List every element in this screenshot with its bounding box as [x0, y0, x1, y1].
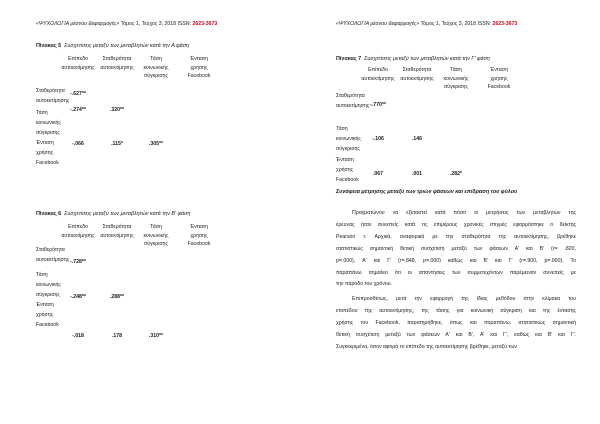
correlation-value: .305** — [148, 141, 164, 147]
table7-title: Συσχετίσεις μεταξύ των μεταβλητών κατά την Γ' φάση — [364, 56, 490, 62]
column-header-line: αυτοεκτίμησης — [100, 232, 134, 239]
row-label-line: αυτοεκτίμησης — [336, 103, 370, 109]
row-label-line: Τάση — [36, 110, 48, 116]
column-header-line: αυτοεκτίμησης — [400, 75, 434, 82]
running-header-right — [336, 21, 517, 27]
paragraph-line: στατιστικώς σημαντική θετική συσχέτιση μεταξύ των φάσεων Α' και Β' (r= .820, — [336, 245, 576, 252]
correlation-value: .310** — [148, 333, 164, 339]
issn-number: 2623-3673 — [492, 21, 518, 27]
row-label-line: χρήσης — [36, 150, 54, 156]
row-label-line: Facebook — [36, 160, 59, 166]
table6-label: Πίνακας 6 — [36, 211, 62, 217]
paragraph-1 — [336, 208, 576, 291]
row-label-line: Facebook — [336, 177, 359, 183]
row-label-line: Ένταση — [36, 140, 54, 146]
table6-title: Συσχετίσεις μεταξύ των μεταβλητών κατά την Β' φάση — [64, 211, 191, 217]
paragraph-2 — [336, 294, 576, 354]
row-label-line: χρήσης — [336, 167, 354, 173]
column-header-line: κοινωνικής — [143, 232, 169, 239]
row-label-line: σύγκρισης — [36, 292, 60, 298]
correlation-value: .067 — [372, 171, 384, 177]
row-label-line: Τάση — [36, 272, 48, 278]
paragraph-line: την πάροδο του χρόνου. — [336, 281, 392, 288]
table6-caption — [36, 211, 190, 217]
column-header-line: Τάση — [450, 67, 462, 73]
column-header-line: κοινωνικής — [443, 75, 469, 82]
row-label-line: σύγκρισης — [36, 130, 60, 136]
correlation-value: .320** — [109, 107, 125, 113]
running-header-left — [36, 21, 217, 27]
correlation-value: -.728** — [70, 259, 86, 265]
correlation-value: .178 — [111, 333, 123, 339]
row-label — [36, 300, 59, 330]
column-header-line: Ένταση — [190, 224, 208, 230]
column-header-line: κοινωνικής — [143, 64, 169, 71]
column-header-line: Ένταση — [190, 56, 208, 62]
journal-title: «ΨΥΧΟΛΟΓΙΑ μέσνου &εφαρμογές» — [336, 21, 420, 27]
row-label-line: Σταθερότητα — [336, 93, 365, 99]
paragraph-line: Συγκεκριμένα, όσον αφορά το επίπεδο της αυτοεκτίμησης βρέθηκε, μεταξύ των — [336, 343, 517, 350]
row-label — [36, 138, 59, 168]
volume-info: Τόμος 1, Τεύχος 3, 2018 ISSN: — [119, 21, 193, 27]
row-label — [336, 91, 369, 111]
column-header-line: σύγκρισης — [444, 84, 468, 91]
table7-label: Πίνακας 7 — [336, 56, 362, 62]
row-label-line: Ένταση — [36, 302, 54, 308]
paragraph-line: Πραγματώνου να εξεταστεί κατά πόσο οι μετρήσεις των μεταβλητών της — [352, 210, 576, 216]
row-label-line: Σταθερότητα — [36, 247, 65, 253]
column-header-line: χρήσης — [190, 64, 208, 71]
journal-title: «ΨΥΧΟΛΟΓΙΑ μέσνου &εφαρμογές» — [36, 21, 120, 27]
column-header-line: χρήσης — [190, 232, 208, 239]
row-label-line: κοινωνικής — [36, 282, 61, 288]
paragraph-line: p=.000), Α' και Γ' (r=.848, p=.000) καθώς και Β' και Γ' (r=.900, p=.000). Το — [336, 257, 576, 264]
correlation-value: -.627** — [70, 91, 86, 97]
correlation-value: .282* — [449, 171, 463, 177]
correlation-value: -.066 — [72, 141, 84, 147]
column-header-line: Facebook — [187, 241, 211, 248]
section-title: Συνάφεια μέτρησης μεταξύ των τριών φάσεων και επίδραση του φύλου — [336, 189, 518, 195]
paragraph-line: χρήσης του Facebook, παρατηρήθηκε, όπως και παραπάνω, στατιστικώς σημαντική — [336, 319, 576, 326]
column-header-line: αυτοεκτίμησης — [100, 64, 134, 71]
column-header-line: αυτοεκτίμησης — [61, 232, 95, 239]
correlation-value: -.248** — [70, 294, 86, 300]
table7-caption — [336, 56, 490, 62]
row-label-line: αυτοεκτίμησης — [36, 257, 70, 263]
row-label-line: Facebook — [36, 322, 59, 328]
column-header-line: Facebook — [487, 84, 511, 91]
correlation-value: -.106 — [372, 136, 384, 142]
correlation-value: .146 — [411, 136, 423, 142]
row-label-line: Ένταση — [336, 157, 354, 163]
table5-caption — [36, 43, 189, 49]
row-label-line: αυτοεκτίμησης — [36, 98, 70, 104]
column-header-line: Σταθερότητα — [102, 56, 132, 62]
right-page — [300, 0, 600, 424]
row-label-line: Τάση — [336, 126, 348, 132]
paragraph-line: παραπάνω σημαίνει ότι οι απαντήσεις των συμμετεχόντων παρέμειναν συνεπείς με — [336, 269, 576, 276]
correlation-value: -.018 — [72, 333, 84, 339]
correlation-value: .001 — [411, 171, 423, 177]
row-label-line: κοινωνικής — [336, 136, 361, 142]
row-label-line: κοινωνικής — [36, 120, 61, 126]
correlation-value: .115* — [111, 141, 123, 147]
column-header-line: Επίπεδο — [68, 56, 88, 62]
correlation-value: -.770** — [370, 102, 386, 108]
row-label-line: χρήσης — [36, 312, 54, 318]
correlation-value: -.274** — [70, 107, 86, 113]
paragraph-line: Επιπροσθέτως, μετά την εφαρμογή της ίδιας μεθόδου στην κλίμακα του — [352, 296, 576, 302]
row-label — [336, 155, 359, 185]
issn-number: 2623-3673 — [192, 21, 218, 27]
paragraph-line: επιπέδου της αυτοεκτίμησης, της τάσης για κοινωνική σύγκριση και της έντασης — [336, 307, 576, 314]
paragraph-line: Pearson r. Αρχικά, αναφορικά με την σταθερότητα της αυτοεκτίμησης, βρέθηκε — [336, 233, 576, 240]
column-header-line: Τάση — [150, 224, 162, 230]
column-header-line: αυτοεκτίμησης — [61, 64, 95, 71]
column-header-line: χρήσης — [490, 75, 508, 82]
column-header-line: Σταθερότητα — [102, 224, 132, 230]
correlation-value: .288** — [109, 294, 125, 300]
column-header-line: Τάση — [150, 56, 162, 62]
table5-title: Συσχετίσεις μεταξύ των μεταβλητών κατά την Α φάση — [64, 43, 189, 49]
column-header-line: Επίπεδο — [68, 224, 88, 230]
table5-label: Πίνακας 5 — [36, 43, 62, 49]
column-header-line: σύγκρισης — [144, 73, 168, 80]
column-header-line: Σταθερότητα — [402, 67, 432, 73]
column-header-line: Facebook — [187, 73, 211, 80]
row-label-line: σύγκρισης — [336, 146, 360, 152]
column-header-line: Επίπεδο — [368, 67, 388, 73]
paragraph-line: έρευνας ήταν συνεπείς κατά τις επιμέρους χρονικές στιγμές εφαρμόστηκε ο δείκτης — [336, 221, 576, 228]
paragraph-line: θετική συσχέτιση μεταξύ των φάσεων Α' και Β', Α' και Γ', καθώς και Β' και Γ'. — [336, 331, 576, 338]
column-header-line: αυτοεκτίμησης — [361, 75, 395, 82]
column-header-line: Ένταση — [490, 67, 508, 73]
volume-info: Τόμος 1, Τεύχος 3, 2018 ISSN: — [419, 21, 493, 27]
column-header — [469, 66, 529, 92]
column-header — [169, 223, 229, 249]
column-header — [169, 55, 229, 81]
column-header-line: σύγκρισης — [144, 241, 168, 248]
row-label-line: Σταθερότητα — [36, 88, 65, 94]
